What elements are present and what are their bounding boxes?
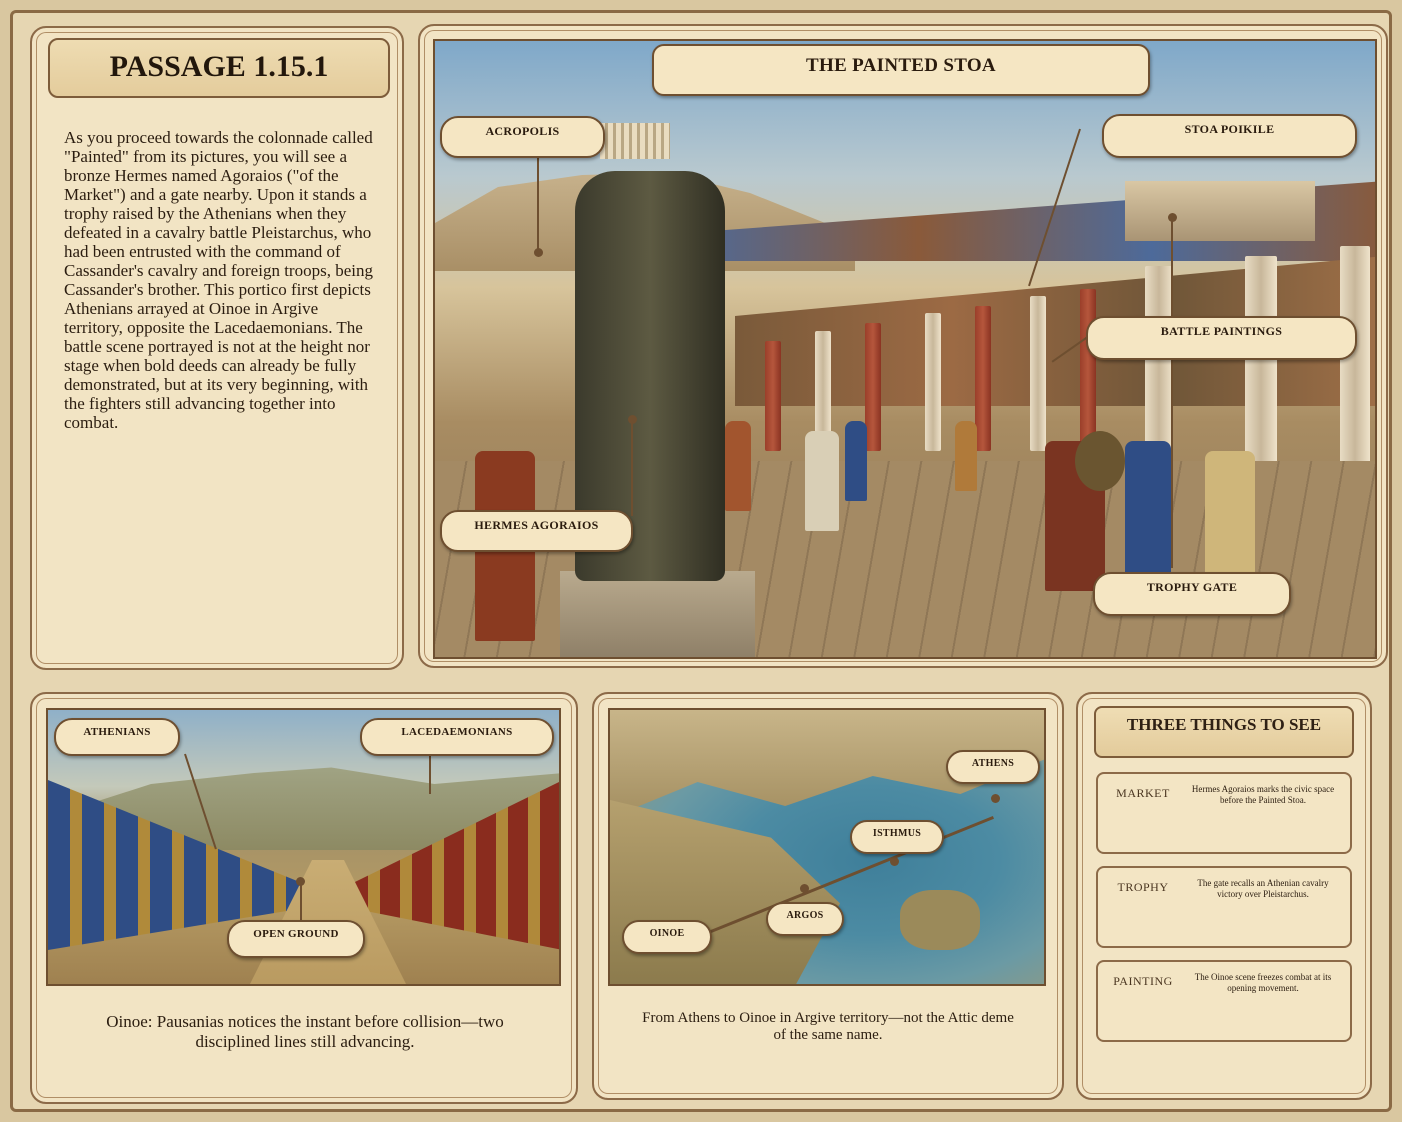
label-hermes-agoraios: HERMES AGORAIOS	[440, 510, 633, 552]
leader-line	[1171, 218, 1173, 568]
label-athenians: ATHENIANS	[54, 718, 180, 756]
stoa-panel	[418, 24, 1388, 668]
things-panel	[1076, 692, 1372, 1100]
leader-line	[537, 154, 539, 252]
leader-dot	[534, 248, 543, 257]
island	[900, 890, 980, 950]
passage-title: PASSAGE 1.15.1	[48, 38, 390, 98]
figure	[805, 431, 839, 531]
label-open-ground: OPEN GROUND	[227, 920, 365, 958]
route-dot-argos	[800, 884, 809, 893]
stoa-column	[975, 306, 991, 451]
route-dot-athens	[991, 794, 1000, 803]
label-argos: ARGOS	[766, 902, 844, 936]
leader-line	[300, 880, 302, 922]
stoa-column	[1030, 296, 1046, 451]
battle-panel	[30, 692, 578, 1104]
things-title: THREE THINGS TO SEE	[1094, 706, 1354, 758]
figure	[1125, 441, 1171, 591]
thing-card-trophy	[1096, 866, 1352, 948]
map-panel	[592, 692, 1064, 1100]
stoa-column	[1080, 289, 1096, 451]
stoa-column	[925, 313, 941, 451]
passage-text: As you proceed towards the colonnade called "Painted" from its pictures, you will see a bronze Hermes named Agoraios ("of the Market") and a gate nearby. Upon it stands a trophy raised by the Athenians when they defeated in a cavalry battle Pleistarchus, who had been entrusted with the command of Cassander's cavalry and foreign troops, being Cassander's brother. This portico first depicts Athenians arrayed at Oinoe in Argive territory, opposite the Lacedaemonians. The battle scene portrayed is not at the height nor stage when bold deeds can already be fully demonstrated, but at its very beginning, with the fighters still advancing together into combat.	[64, 128, 373, 432]
stoa-column	[865, 323, 881, 451]
figure	[955, 421, 977, 491]
label-acropolis: ACROPOLIS	[440, 116, 605, 158]
thing-card-market	[1096, 772, 1352, 854]
label-lacedaemonians: LACEDAEMONIANS	[360, 718, 554, 756]
figure	[845, 421, 867, 501]
leader-dot	[628, 415, 637, 424]
thing-card-painting	[1096, 960, 1352, 1042]
thing-key: TROPHY	[1117, 880, 1169, 894]
thing-desc: The gate recalls an Athenian cavalry victory over Pleistarchus.	[1197, 878, 1329, 899]
thing-key: PAINTING	[1113, 974, 1173, 988]
thing-desc: Hermes Agoraios marks the civic space before the Painted Stoa.	[1191, 784, 1335, 805]
stoa-column	[765, 341, 781, 451]
parthenon	[600, 123, 670, 159]
label-isthmus: ISTHMUS	[850, 820, 944, 854]
leader-line	[429, 754, 431, 794]
label-stoa-poikile: STOA POIKILE	[1102, 114, 1357, 158]
passage-panel	[30, 26, 404, 670]
trophy-gate-structure	[1125, 181, 1315, 241]
label-battle-paintings: BATTLE PAINTINGS	[1086, 316, 1357, 360]
leader-dot	[1168, 213, 1177, 222]
figure	[725, 421, 751, 511]
leader-dot	[296, 877, 305, 886]
label-trophy-gate: TROPHY GATE	[1093, 572, 1291, 616]
thing-desc: The Oinoe scene freezes combat at its opening movement.	[1194, 972, 1332, 993]
shield	[1075, 431, 1125, 491]
map-caption: From Athens to Oinoe in Argive territory—not the Attic deme of the same name.	[642, 1010, 1014, 1043]
thing-key: MARKET	[1116, 786, 1170, 800]
leader-line	[631, 418, 633, 516]
label-athens: ATHENS	[946, 750, 1040, 784]
statue-pedestal	[560, 571, 755, 659]
label-oinoe: OINOE	[622, 920, 712, 954]
route-dot-isthmus	[890, 857, 899, 866]
stoa-title: THE PAINTED STOA	[652, 44, 1150, 96]
figure	[1205, 451, 1255, 591]
battle-caption: Oinoe: Pausanias notices the instant before collision—two disciplined lines still advancing.	[106, 1012, 504, 1051]
